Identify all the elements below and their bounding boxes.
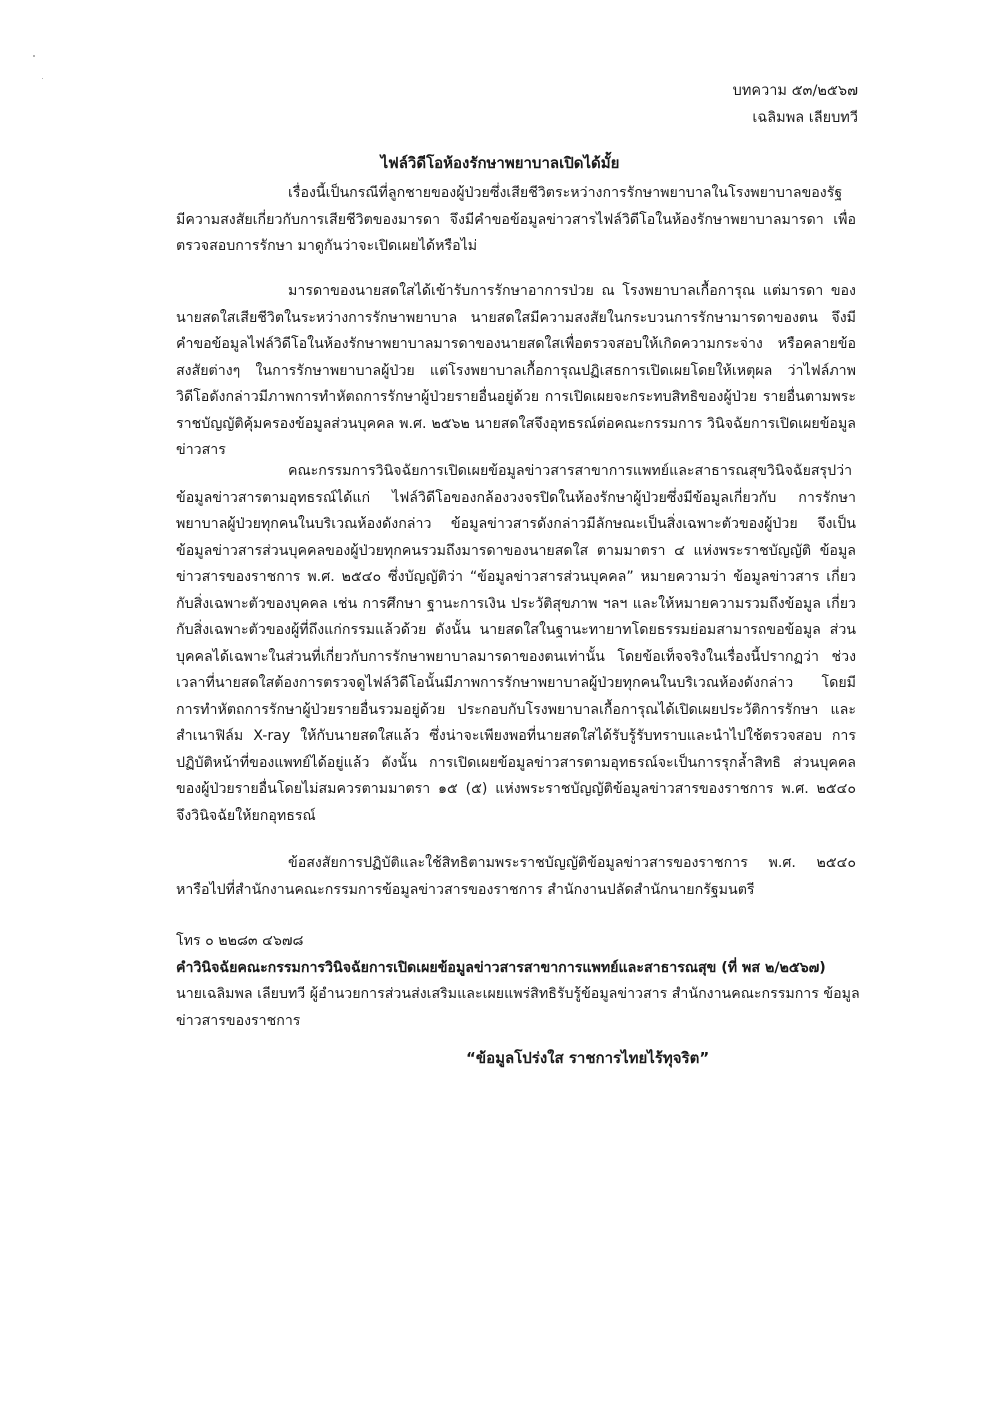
paragraph-ruling xyxy=(176,458,856,829)
article-footer xyxy=(176,928,866,1034)
contact-phone: โทร ๐ ๒๒๘๓ ๔๖๗๘ xyxy=(176,933,304,949)
paragraph-text: คณะกรรมการวินิจฉัยการเปิดเผยข้อมูลข่าวสารสาขาการแพทย์และสาธารณสุขวินิจฉัยสรุปว่า ข้อมูลข่าวสารตามอุทธรณ์ได้แก่ ไฟล์วิดีโอของกล้องวงจรปิดในห้องรักษาผู้ป่วยซึ่งมีข้อมูลเกี่ยวกับ การรักษาพยาบาลผู้ป่วยทุกคนในบริเวณห้องดังกล่าว ข้อมูลข่าวสารดังกล่าวมีลักษณะเป็นสิ่งเฉพาะตัวของผู้ป่วย จึงเป็นข้อมูลข่าวสารส่วนบุคคลของผู้ป่วยทุกคนรวมถึงมารดาของนายสดใส ตามมาตรา ๔ แห่งพระราชบัญญัติ ข้อมูลข่าวสารของราชการ พ.ศ. ๒๕๔๐ ซึ่งบัญญัติว่า “ข้อมูลข่าวสารส่วนบุคคล” หมายความว่า ข้อมูลข่าวสาร เกี่ยวกับสิ่งเฉพาะตัวของบุคคล เช่น การศึกษา ฐานะการเงิน ประวัติสุขภาพ ฯลฯ และให้หมายความรวมถึงข้อมูล เกี่ยวกับสิ่งเฉพาะตัวของผู้ที่ถึงแก่กรรมแล้วด้วย ดังนั้น นายสดใสในฐานะทายาทโดยธรรมย่อมสามารถขอข้อมูล ส่วนบุคคลได้เฉพาะในส่วนที่เกี่ยวกับการรักษาพยาบาลมารดาของตนเท่านั้น โดยข้อเท็จจริงในเรื่องนี้ปรากฏว่า ช่วงเวลาที่นายสดใสต้องการตรวจดูไฟล์วิดีโอนั้นมีภาพการรักษาพยาบาลผู้ป่วยทุกคนในบริเวณห้องดังกล่าว โดยมีการทำหัตถการรักษาผู้ป่วยรายอื่นรวมอยู่ด้วย ประกอบกับโรงพยาบาลเกื้อการุณได้เปิดเผยประวัติการรักษา และสำเนาฟิล์ม X-ray ให้กับนายสดใสแล้ว ซึ่งน่าจะเพียงพอที่นายสดใสได้รับรู้รับทราบและนำไปใช้ตรวจสอบ การปฏิบัติหน้าที่ของแพทย์ได้อยู่แล้ว ดังนั้น การเปิดเผยข้อมูลข่าวสารตามอุทธรณ์จะเป็นการรุกล้ำสิทธิ ส่วนบุคคลของผู้ป่วยรายอื่นโดยไม่สมควรตามมาตรา ๑๕ (๕) แห่งพระราชบัญญัติข้อมูลข่าวสารของราชการ พ.ศ. ๒๕๔๐ จึงวินิจฉัยให้ยกอุทธรณ์ xyxy=(176,463,856,824)
paragraph-text: เรื่องนี้เป็นกรณีที่ลูกชายของผู้ป่วยซึ่งเสียชีวิตระหว่างการรักษาพยาบาลในโรงพยาบาลของรัฐ มีความสงสัยเกี่ยวกับการเสียชีวิตของมารดา จึงมีคำขอข้อมูลข่าวสารไฟล์วิดีโอในห้องรักษาพยาบาลมารดา เพื่อตรวจสอบการรักษา มาดูกันว่าจะเปิดเผยได้หรือไม่ xyxy=(176,185,856,254)
paragraph-facts xyxy=(176,278,856,464)
paragraph-text: มารดาของนายสดใสได้เข้ารับการรักษาอาการป่วย ณ โรงพยาบาลเกื้อการุณ แต่มารดา ของนายสดใสเสียชีวิตในระหว่างการรักษาพยาบาล นายสดใสมีความสงสัยในกระบวนการรักษามารดาของตน จึงมีคำขอข้อมูลไฟล์วิดีโอในห้องรักษาพยาบาลมารดาของนายสดใสเพื่อตรวจสอบให้เกิดความกระจ่าง หรือคลายข้อสงสัยต่างๆ ในการรักษาพยาบาลผู้ป่วย แต่โรงพยาบาลเกื้อการุณปฏิเสธการเปิดเผยโดยให้เหตุผล ว่าไฟล์ภาพวิดีโอดังกล่าวมีภาพการทำหัตถการรักษาผู้ป่วยรายอื่นอยู่ด้วย การเปิดเผยจะกระทบสิทธิของผู้ป่วย รายอื่นตามพระราชบัญญัติคุ้มครองข้อมูลส่วนบุคคล พ.ศ. ๒๕๖๒ นายสดใสจึงอุทธรณ์ต่อคณะกรรมการ วินิจฉัยการเปิดเผยข้อมูลข่าวสาร xyxy=(176,283,856,458)
article-author: เฉลิมพล เลียบทวี xyxy=(752,110,858,126)
article-title: ไฟล์วิดีโอห้องรักษาพยาบาลเปิดได้มั้ย xyxy=(380,154,620,172)
paragraph-intro xyxy=(176,180,856,260)
author-credit: นายเฉลิมพล เลียบทวี ผู้อำนวยการส่วนส่งเสริมและเผยแพร่สิทธิรับรู้ข้อมูลข่าวสาร สำนักงานคณะกรรมการ ข้อมูลข่าวสารของราชการ xyxy=(176,986,860,1029)
paragraph-contact xyxy=(176,850,856,903)
slogan: “ข้อมูลโปร่งใส ราชการไทยไร้ทุจริต” xyxy=(466,1049,710,1067)
article-number: บทความ ๕๓/๒๕๖๗ xyxy=(732,83,858,99)
ruling-reference: คำวินิจฉัยคณะกรรมการวินิจฉัยการเปิดเผยข้อมูลข่าวสารสาขาการแพทย์และสาธารณสุข (ที่ พส ๒/๒๕๖๗) xyxy=(176,959,826,976)
scan-speck xyxy=(42,78,43,79)
scan-speck xyxy=(33,55,35,57)
article-header xyxy=(733,78,858,132)
paragraph-text: ข้อสงสัยการปฏิบัติและใช้สิทธิตามพระราชบัญญัติข้อมูลข่าวสารของราชการ พ.ศ. ๒๕๔๐ หารือไปที่สำนักงานคณะกรรมการข้อมูลข่าวสารของราชการ สำนักงานปลัดสำนักนายกรัฐมนตรี xyxy=(176,855,856,898)
